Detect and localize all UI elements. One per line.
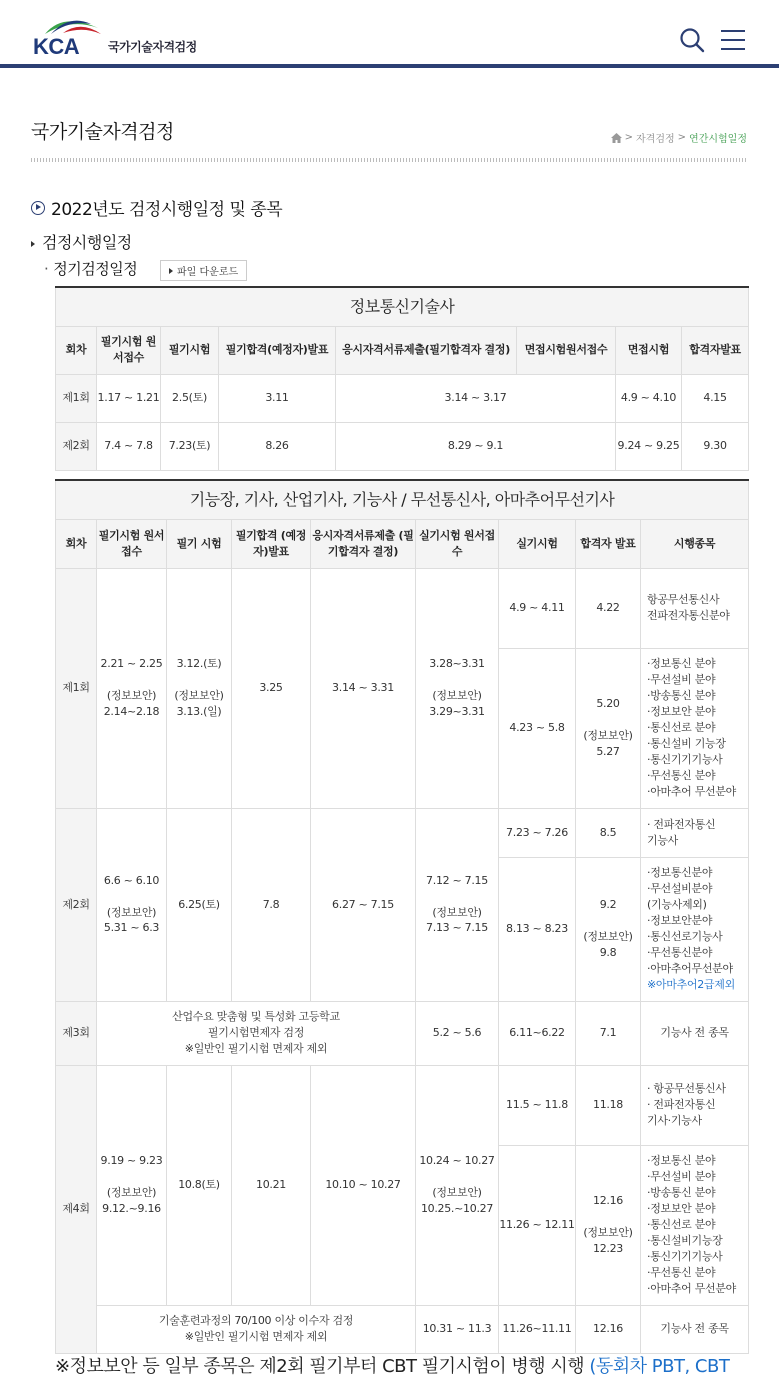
col-header: 합격자발표	[682, 326, 749, 374]
table-cell: 2.21 ~ 2.25 (정보보안) 2.14~2.18	[97, 568, 167, 808]
page-title: 국가기술자격검정	[31, 121, 174, 143]
col-header: 실기시험	[499, 519, 576, 568]
table-cell-items: ·정보통신 분야 ·무선설비 분야 ·방송통신 분야 ·정보보안 분야 ·통신선로 분야 ·통신설비 기능장 ·통신기기기능사 ·무선통신 분야 ·아마추어 무선분야	[641, 648, 749, 808]
table-cell: 4.15	[682, 374, 749, 422]
footnote	[55, 1352, 779, 1378]
hamburger-menu-icon[interactable]	[721, 30, 745, 52]
table-cell-items: ·정보통신 분야 ·무선설비 분야 ·방송통신 분야 ·정보보안 분야 ·통신선로 분야 ·통신설비기능장 ·통신기기기능사 ·무선통신 분야 ·아마추어 무선분야	[641, 1145, 749, 1305]
subsection-title: 검정시행일정	[31, 230, 132, 253]
file-download-label: 파일 다운로드	[177, 267, 239, 278]
table-cell-note: 산업수요 맞춤형 및 특성화 고등학교 필기시험면제자 검정 ※일반인 필기시험 면제자 제외	[97, 1001, 416, 1065]
table-cell: 7.4 ~ 7.8	[97, 422, 161, 470]
col-header: 필기합격(예정자)발표	[219, 326, 336, 374]
exclusion-note: ※아마추어2급제외	[647, 977, 735, 991]
table-cell: 8.5	[576, 808, 641, 857]
breadcrumb-sep-icon: >	[624, 132, 633, 143]
table-title: 기능장, 기사, 산업기사, 기능사 / 무선통신사, 아마추어무선기사	[56, 480, 749, 519]
table-cell: 8.26	[219, 422, 336, 470]
table-cell: 11.18	[576, 1065, 641, 1145]
table-cell: 11.5 ~ 11.8	[499, 1065, 576, 1145]
col-header: 회차	[56, 519, 97, 568]
table-cell: 9.24 ~ 9.25	[616, 422, 682, 470]
col-header: 면접시험원서접수	[517, 326, 616, 374]
breadcrumb	[611, 130, 747, 145]
table-cell: 4.9 ~ 4.10	[616, 374, 682, 422]
table-cell-items: ·정보통신분야 ·무선설비분야 (기능사제외) ·정보보안분야 ·통신선로기능사 ·무선통신분야 ·아마추어무선분야 ※아마추어2급제외	[641, 857, 749, 1001]
col-header: 면접시험	[616, 326, 682, 374]
table-cell: 3.12.(토) (정보보안) 3.13.(일)	[167, 568, 232, 808]
table-cell: 9.19 ~ 9.23 (정보보안) 9.12.~9.16	[97, 1065, 167, 1305]
table-title: 정보통신기술사	[56, 287, 749, 326]
table-cell: 4.9 ~ 4.11	[499, 568, 576, 648]
breadcrumb-sep-icon: >	[677, 132, 687, 143]
divider	[31, 158, 747, 162]
table-cell: 3.25	[232, 568, 311, 808]
col-header: 필기 시험	[167, 519, 232, 568]
table-cell: 5.20 (정보보안) 5.27	[576, 648, 641, 808]
table-cell: 9.30	[682, 422, 749, 470]
table-cell: 12.16	[576, 1305, 641, 1353]
table-cell-items: · 항공무선통신사 · 전파전자통신 기사·기능사	[641, 1065, 749, 1145]
logo-text: KCA	[33, 34, 80, 59]
table-cell: 3.28~3.31 (정보보안) 3.29~3.31	[416, 568, 499, 808]
table-row	[56, 808, 749, 857]
table-cell: 1.17 ~ 1.21	[97, 374, 161, 422]
table-cell: 3.11	[219, 374, 336, 422]
col-header: 시행종목	[641, 519, 749, 568]
round-cell: 제1회	[56, 374, 97, 422]
table-row	[56, 1065, 749, 1145]
table-cell: 7.12 ~ 7.15 (정보보안) 7.13 ~ 7.15	[416, 808, 499, 1001]
table-cell: 6.11~6.22	[499, 1001, 576, 1065]
breadcrumb-item[interactable]: 자격검정	[636, 134, 675, 145]
table-row	[56, 1305, 749, 1353]
table-cell: 7.23(토)	[161, 422, 219, 470]
col-header: 응시자격서류제출 (필기합격자 결정)	[311, 519, 416, 568]
round-cell: 제2회	[56, 808, 97, 1001]
table-cell: 기능사 전 종목	[641, 1305, 749, 1353]
table-cell: 9.2 (정보보안) 9.8	[576, 857, 641, 1001]
table-cell: 7.1	[576, 1001, 641, 1065]
round-cell: 제1회	[56, 568, 97, 808]
table-cell: 8.13 ~ 8.23	[499, 857, 576, 1001]
table-row	[56, 422, 749, 470]
col-header: 응시자격서류제출(필기합격자 결정)	[336, 326, 517, 374]
table-cell-items: 항공무선통신사 전파전자통신분야	[641, 568, 749, 648]
col-header: 합격자 발표	[576, 519, 641, 568]
footnote-text: ※정보보안 등 일부 종목은 제2회 필기부터 CBT 필기시험이 병행 시행	[55, 1356, 590, 1377]
kca-logo[interactable]	[33, 14, 213, 59]
section-title	[31, 195, 282, 220]
col-header: 필기합격 (예정자)발표	[232, 519, 311, 568]
table-cell: 7.8	[232, 808, 311, 1001]
table-cell: 6.27 ~ 7.15	[311, 808, 416, 1001]
col-header: 필기시험 원서접수	[97, 326, 161, 374]
table-cell: 8.29 ~ 9.1	[336, 422, 616, 470]
table-cell: 7.23 ~ 7.26	[499, 808, 576, 857]
circle-arrow-icon	[31, 201, 45, 215]
col-header: 회차	[56, 326, 97, 374]
table-cell: 2.5(토)	[161, 374, 219, 422]
table-cell: 3.14 ~ 3.17	[336, 374, 616, 422]
site-header	[0, 0, 779, 68]
table-cell: 11.26 ~ 12.11	[499, 1145, 576, 1305]
table-cell: 12.16 (정보보안) 12.23	[576, 1145, 641, 1305]
round-cell: 제2회	[56, 422, 97, 470]
table-cell: 6.25(토)	[167, 808, 232, 1001]
table-cell: 6.6 ~ 6.10 (정보보안) 5.31 ~ 6.3	[97, 808, 167, 1001]
logo-subtitle: 국가기술자격검정	[108, 40, 197, 54]
table-cell: 4.22	[576, 568, 641, 648]
round-cell: 제3회	[56, 1001, 97, 1065]
breadcrumb-current[interactable]: 연간시험일정	[689, 134, 747, 145]
file-download-button[interactable]	[160, 260, 247, 281]
section-title-text: 2022년도 검정시행일정 및 종목	[51, 200, 283, 220]
footnote-link[interactable]: (동회차 PBT, CBT	[589, 1356, 730, 1377]
table-cell: 10.21	[232, 1065, 311, 1305]
table-cell: 4.23 ~ 5.8	[499, 648, 576, 808]
table-cell: 10.10 ~ 10.27	[311, 1065, 416, 1305]
table-row	[56, 1001, 749, 1065]
subsubsection-title: · 정기검정일정	[44, 258, 137, 279]
table-cell: 10.31 ~ 11.3	[416, 1305, 499, 1353]
table-cell-items: · 전파전자통신 기능사	[641, 808, 749, 857]
table-cell: 11.26~11.11	[499, 1305, 576, 1353]
table-info-comm-professional	[55, 286, 749, 471]
table-row	[56, 568, 749, 648]
table-cell-note: 기술훈련과정의 70/100 이상 이수자 검정 ※일반인 필기시험 면제자 제외	[97, 1305, 416, 1353]
table-row	[56, 374, 749, 422]
table-cell: 10.24 ~ 10.27 (정보보안) 10.25.~10.27	[416, 1065, 499, 1305]
home-icon[interactable]	[611, 133, 622, 143]
search-icon[interactable]	[679, 27, 705, 53]
table-cell: 5.2 ~ 5.6	[416, 1001, 499, 1065]
col-header: 필기시험 원서접수	[97, 519, 167, 568]
table-cell: 기능사 전 종목	[641, 1001, 749, 1065]
triangle-right-icon	[169, 268, 173, 274]
table-cell: 3.14 ~ 3.31	[311, 568, 416, 808]
table-cell: 10.8(토)	[167, 1065, 232, 1305]
table-technician-schedule	[55, 479, 749, 1354]
col-header: 실기시험 원서접수	[416, 519, 499, 568]
logo-swoosh-icon	[43, 14, 103, 36]
round-cell: 제4회	[56, 1065, 97, 1353]
col-header: 필기시험	[161, 326, 219, 374]
